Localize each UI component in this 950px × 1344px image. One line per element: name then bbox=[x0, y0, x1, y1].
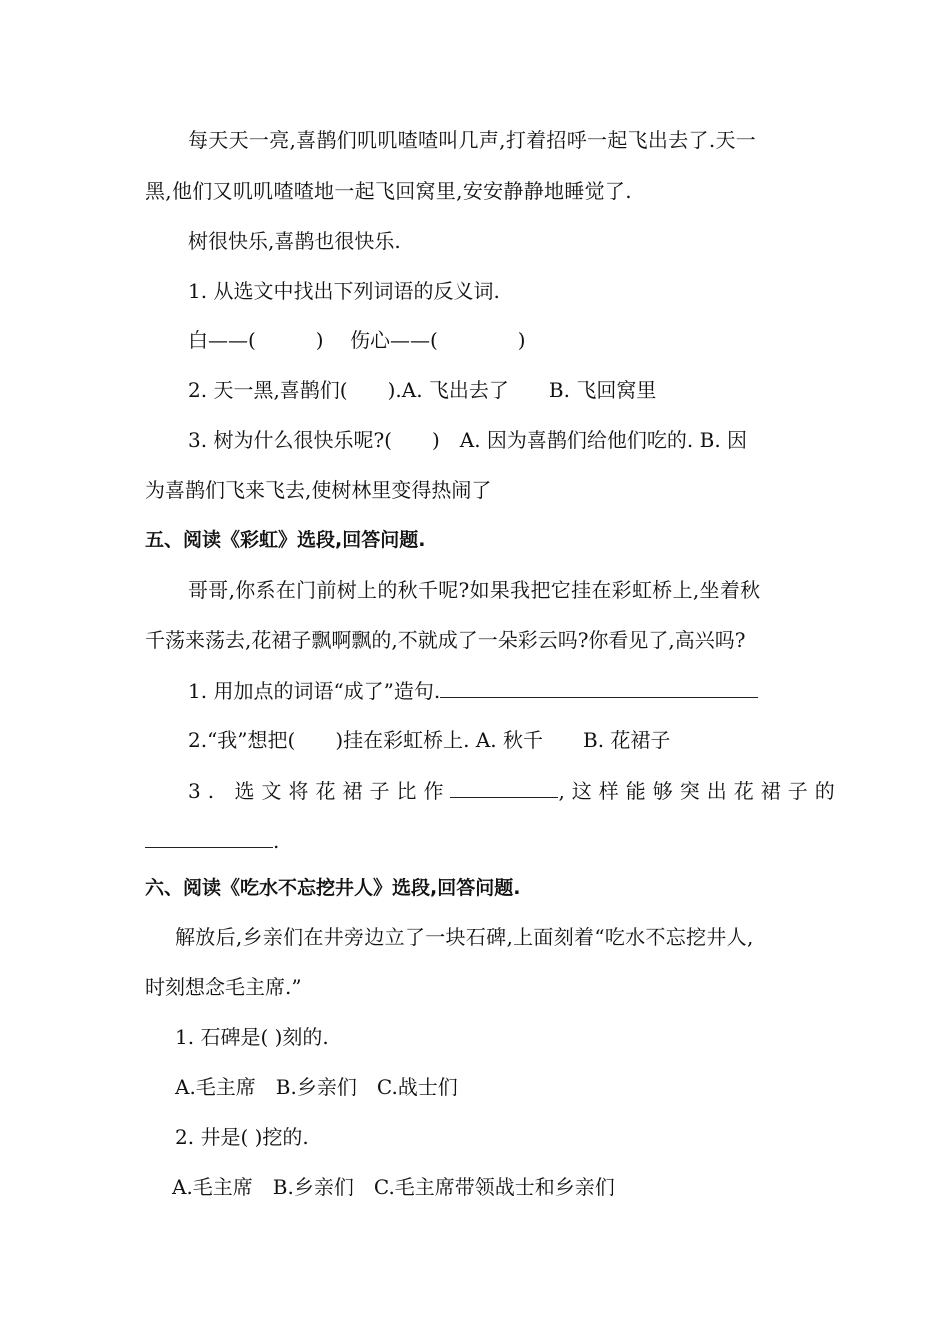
question-3-text-2: ,这样能够突出花裙子的 bbox=[558, 779, 842, 803]
section-6-heading: 六、阅读《吃水不忘挖井人》选段,回答问题. bbox=[145, 877, 521, 899]
passage-line: 每天天一亮,喜鹊们叽叽喳喳叫几声,打着招呼一起飞出去了.天一 bbox=[188, 128, 757, 152]
question-1-options: A.毛主席 B.乡亲们 C.战士们 bbox=[175, 1075, 458, 1099]
question-2: 2. 井是( )挖的. bbox=[175, 1125, 309, 1149]
question-3-continued: 为喜鹊们飞来飞去,使树林里变得热闹了 bbox=[145, 478, 492, 502]
passage-line: 解放后,乡亲们在井旁边立了一块石碑,上面刻着“吃水不忘挖井人, bbox=[175, 925, 754, 949]
passage-line: 时刻想念毛主席.” bbox=[145, 975, 302, 999]
question-1 bbox=[188, 675, 758, 706]
question-3: 3. 树为什么很快乐呢?( ) A. 因为喜鹊们给他们吃的. B. 因 bbox=[188, 428, 748, 452]
section-5-heading: 五、阅读《彩虹》选段,回答问题. bbox=[145, 529, 426, 551]
question-3 bbox=[188, 775, 842, 806]
passage-line: 树很快乐,喜鹊也很快乐. bbox=[188, 229, 401, 253]
question-3-text: 3. 选文将花裙子比作 bbox=[188, 779, 451, 803]
passage-line: 千荡来荡去,花裙子飘啊飘的,不就成了一朵彩云吗?你看见了,高兴吗? bbox=[145, 628, 746, 652]
question-1: 1. 从选文中找出下列词语的反义词. bbox=[188, 279, 500, 303]
answer-blank[interactable] bbox=[440, 675, 758, 698]
question-2: 2.“我”想把( )挂在彩虹桥上. A. 秋千 B. 花裙子 bbox=[188, 728, 671, 752]
question-1-text: 1. 用加点的词语“成了”造句. bbox=[188, 679, 441, 703]
passage-line: 黑,他们又叽叽喳喳地一起飞回窝里,安安静静地睡觉了. bbox=[145, 179, 632, 203]
passage-line: 哥哥,你系在门前树上的秋千呢?如果我把它挂在彩虹桥上,坐着秋 bbox=[188, 578, 761, 602]
question-1-blanks: 白——( ) 伤心——( ) bbox=[188, 328, 526, 352]
answer-blank[interactable] bbox=[450, 775, 558, 798]
question-3-continued bbox=[145, 825, 279, 856]
question-2: 2. 天一黑,喜鹊们( ).A. 飞出去了 B. 飞回窝里 bbox=[188, 378, 657, 402]
answer-blank[interactable] bbox=[145, 825, 273, 848]
question-2-options: A.毛主席 B.乡亲们 C.毛主席带领战士和乡亲们 bbox=[172, 1175, 615, 1199]
question-1: 1. 石碑是( )刻的. bbox=[175, 1025, 329, 1049]
question-3-end: . bbox=[273, 829, 280, 853]
